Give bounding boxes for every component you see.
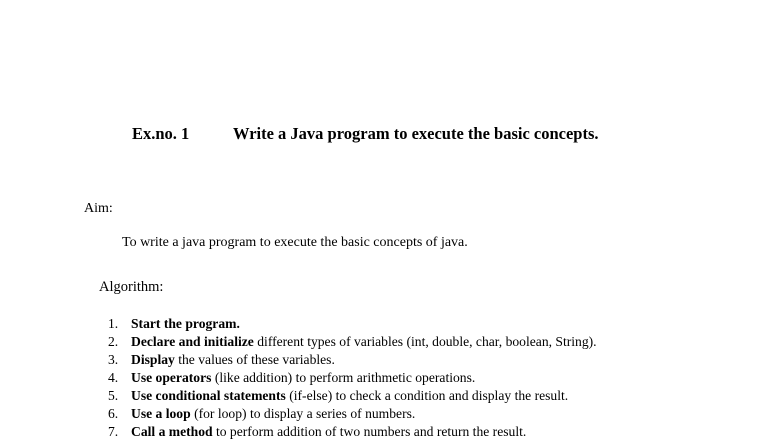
algorithm-steps (108, 315, 597, 441)
step-number: 4. (108, 370, 119, 385)
algorithm-step (108, 315, 597, 333)
step-text: (if-else) to check a condition and display the result. (285, 388, 569, 403)
step-bold-text: Start the program. (131, 316, 240, 331)
step-number: 3. (108, 352, 119, 367)
step-text: the values of these variables. (174, 352, 335, 367)
step-text: (for loop) to display a series of numbers. (190, 406, 416, 421)
exercise-title: Write a Java program to execute the basic concepts. (233, 124, 599, 143)
algorithm-step (108, 387, 597, 405)
algorithm-step (108, 405, 597, 423)
algorithm-step (108, 369, 597, 387)
step-bold-text: Use operators (131, 370, 212, 385)
step-text: to perform addition of two numbers and return the result. (212, 424, 527, 439)
algorithm-step (108, 423, 597, 441)
step-number: 1. (108, 316, 119, 331)
algorithm-step (108, 333, 597, 351)
aim-heading: Aim: (84, 201, 113, 216)
step-bold-text: Call a method (131, 424, 213, 439)
algorithm-step (108, 351, 597, 369)
step-number: 5. (108, 388, 119, 403)
step-number: 2. (108, 334, 119, 349)
step-number: 7. (108, 424, 119, 439)
step-number: 6. (108, 406, 119, 421)
step-text: (like addition) to perform arithmetic operations. (211, 370, 476, 385)
step-bold-text: Use a loop (131, 406, 191, 421)
exercise-number: Ex.no. 1 (132, 124, 190, 143)
step-text: different types of variables (int, double, char, boolean, String). (253, 334, 597, 349)
step-bold-text: Use conditional statements (131, 388, 286, 403)
step-bold-text: Declare and initialize (131, 334, 254, 349)
aim-text: To write a java program to execute the basic concepts of java. (122, 235, 468, 250)
step-bold-text: Display (131, 352, 175, 367)
exercise-title-line (132, 124, 599, 144)
algorithm-heading: Algorithm: (99, 279, 164, 295)
